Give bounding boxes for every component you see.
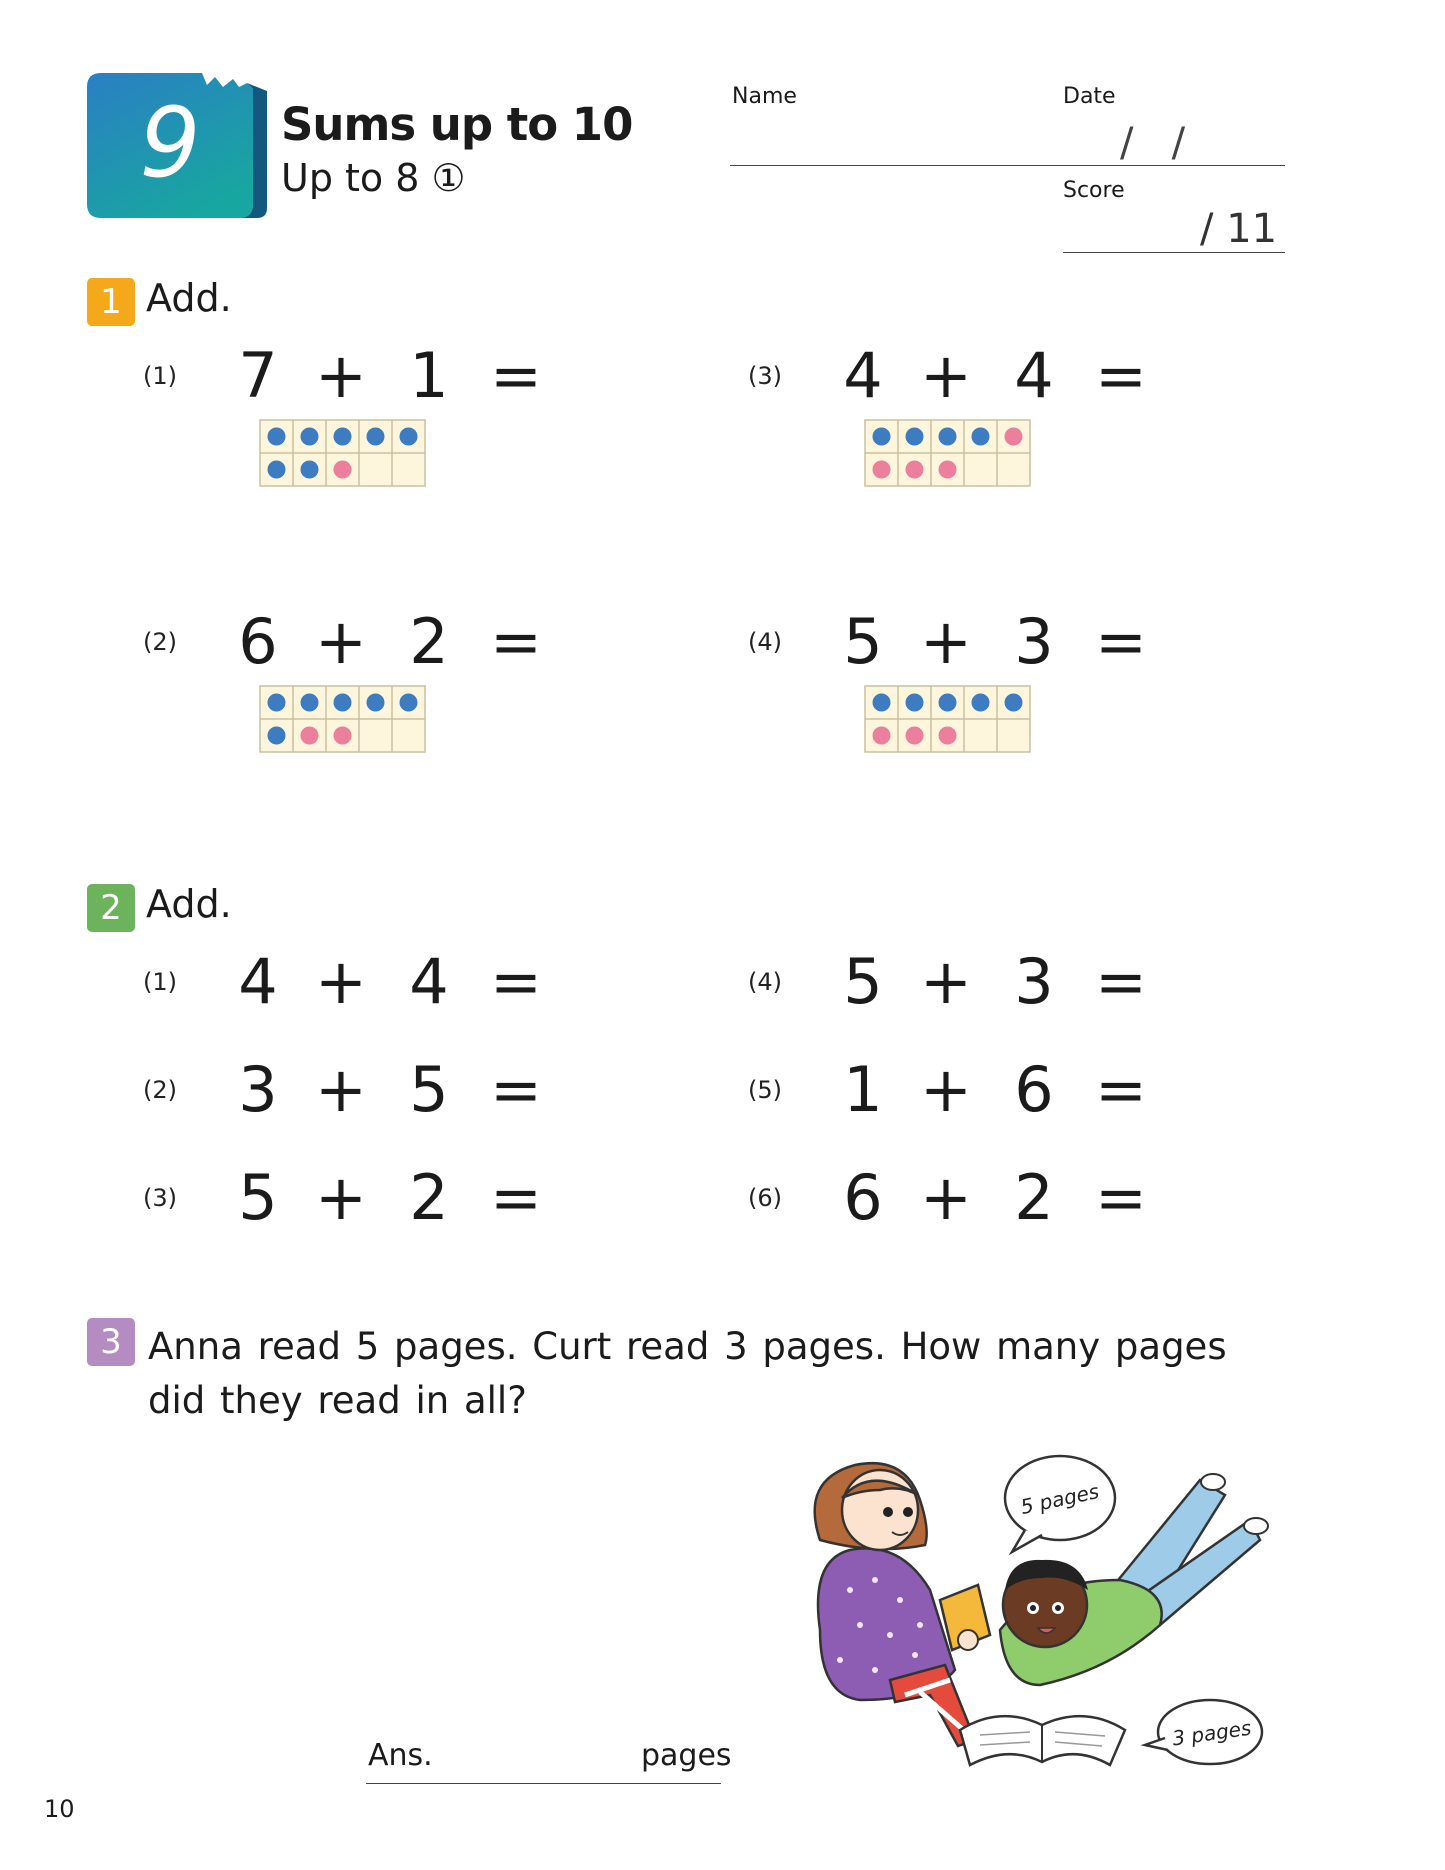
s2-problem-5[interactable] (748, 1050, 1268, 1130)
date-label: Date (1063, 84, 1116, 109)
blue-counter-dot (334, 694, 352, 712)
addend-b: 2 (409, 1161, 449, 1234)
problem-label: (4) (748, 968, 782, 996)
blue-counter-dot (906, 694, 924, 712)
pink-counter-dot (334, 727, 352, 745)
equals-sign: = (1095, 605, 1147, 678)
addend-b: 2 (1014, 1161, 1054, 1234)
plus-sign: + (315, 339, 367, 412)
section-1-instruction: Add. (146, 276, 232, 320)
name-label: Name (732, 84, 797, 109)
problem-label: (4) (748, 628, 782, 656)
equals-sign: = (1095, 339, 1147, 412)
addend-b: 2 (409, 605, 449, 678)
section-2-instruction: Add. (146, 882, 232, 926)
blue-counter-dot (367, 694, 385, 712)
plus-sign: + (315, 1053, 367, 1126)
pink-counter-dot (1005, 428, 1023, 446)
plus-sign: + (315, 1161, 367, 1234)
problem-label: (2) (143, 628, 177, 656)
score-line[interactable] (1063, 252, 1285, 253)
equals-sign: = (490, 339, 542, 412)
addend-a: 5 (843, 605, 883, 678)
blue-counter-dot (400, 694, 418, 712)
pink-counter-dot (334, 461, 352, 479)
section-2-badge: 2 (87, 884, 135, 932)
reading-children-illustration (780, 1440, 1300, 1770)
plus-sign: + (920, 339, 972, 412)
s2-problem-3[interactable] (143, 1158, 663, 1238)
answer-label: Ans. (368, 1738, 433, 1773)
name-date-line[interactable] (730, 165, 1285, 166)
equals-sign: = (490, 1161, 542, 1234)
ten-frame-4 (864, 685, 1034, 753)
problem-label: (3) (748, 362, 782, 390)
blue-counter-dot (400, 428, 418, 446)
answer-unit: pages (641, 1738, 732, 1773)
addend-a: 3 (238, 1053, 278, 1126)
score-label: Score (1063, 178, 1125, 203)
page-subtitle: Up to 8 ① (281, 156, 466, 200)
s1-problem-2[interactable] (143, 602, 663, 682)
blue-counter-dot (268, 694, 286, 712)
plus-sign: + (920, 1053, 972, 1126)
ten-frame-2 (259, 685, 429, 753)
problem-label: (1) (143, 968, 177, 996)
addend-b: 4 (1014, 339, 1054, 412)
plus-sign: + (315, 605, 367, 678)
ten-frame-1 (259, 419, 429, 487)
addend-a: 6 (843, 1161, 883, 1234)
blue-counter-dot (268, 428, 286, 446)
word-problem-text: Anna read 5 pages. Curt read 3 pages. How many pages did they read in all? (148, 1325, 1227, 1422)
addend-b: 3 (1014, 945, 1054, 1018)
equals-sign: = (490, 605, 542, 678)
addend-b: 3 (1014, 605, 1054, 678)
open-book (960, 1716, 1125, 1765)
addend-a: 4 (238, 945, 278, 1018)
plus-sign: + (920, 945, 972, 1018)
bubble-anna-text: 5 pages (1018, 1479, 1102, 1520)
s1-problem-3[interactable] (748, 336, 1268, 416)
blue-counter-dot (972, 428, 990, 446)
girl-figure (815, 1463, 990, 1746)
addend-a: 7 (238, 339, 278, 412)
s2-problem-2[interactable] (143, 1050, 663, 1130)
lesson-number: 9 (139, 87, 201, 199)
problem-label: (6) (748, 1184, 782, 1212)
s2-problem-4[interactable] (748, 942, 1268, 1022)
problem-label: (5) (748, 1076, 782, 1104)
plus-sign: + (315, 945, 367, 1018)
blue-counter-dot (939, 694, 957, 712)
blue-counter-dot (301, 428, 319, 446)
equals-sign: = (1095, 945, 1147, 1018)
children-reading-image (780, 1440, 1300, 1770)
pink-counter-dot (939, 461, 957, 479)
addend-b: 5 (409, 1053, 449, 1126)
blue-counter-dot (906, 428, 924, 446)
s1-problem-1[interactable] (143, 336, 663, 416)
blue-counter-dot (268, 461, 286, 479)
pink-counter-dot (873, 461, 891, 479)
blue-counter-dot (939, 428, 957, 446)
date-slashes: / / (1120, 120, 1186, 166)
ten-frame-3 (864, 419, 1034, 487)
addend-a: 5 (238, 1161, 278, 1234)
section-1-badge: 1 (87, 278, 135, 326)
problem-label: (1) (143, 362, 177, 390)
bubble-curt-text: 3 pages (1170, 1715, 1253, 1751)
addend-b: 4 (409, 945, 449, 1018)
pink-counter-dot (301, 727, 319, 745)
pink-counter-dot (906, 727, 924, 745)
blue-counter-dot (873, 428, 891, 446)
equals-sign: = (490, 945, 542, 1018)
speech-bubble-curt (1145, 1700, 1262, 1764)
blue-counter-dot (367, 428, 385, 446)
speech-bubble-anna (1005, 1456, 1115, 1552)
blue-counter-dot (301, 694, 319, 712)
blue-counter-dot (972, 694, 990, 712)
blue-counter-dot (873, 694, 891, 712)
score-total: / 11 (1200, 206, 1278, 252)
page-number: 10 (44, 1795, 75, 1823)
equals-sign: = (1095, 1161, 1147, 1234)
addend-b: 6 (1014, 1053, 1054, 1126)
page-title: Sums up to 10 (281, 98, 633, 151)
s1-problem-4[interactable] (748, 602, 1268, 682)
blue-counter-dot (1005, 694, 1023, 712)
blue-counter-dot (301, 461, 319, 479)
equals-sign: = (490, 1053, 542, 1126)
problem-label: (3) (143, 1184, 177, 1212)
plus-sign: + (920, 605, 972, 678)
answer-line[interactable] (366, 1783, 721, 1784)
section-3-badge: 3 (87, 1318, 135, 1366)
addend-a: 6 (238, 605, 278, 678)
addend-a: 4 (843, 339, 883, 412)
lesson-number-badge (87, 73, 267, 218)
pink-counter-dot (906, 461, 924, 479)
blue-counter-dot (334, 428, 352, 446)
s2-problem-1[interactable] (143, 942, 663, 1022)
addend-a: 1 (843, 1053, 883, 1126)
addend-b: 1 (409, 339, 449, 412)
s2-problem-6[interactable] (748, 1158, 1268, 1238)
addend-a: 5 (843, 945, 883, 1018)
problem-label: (2) (143, 1076, 177, 1104)
plus-sign: + (920, 1161, 972, 1234)
blue-counter-dot (268, 727, 286, 745)
pink-counter-dot (939, 727, 957, 745)
equals-sign: = (1095, 1053, 1147, 1126)
pink-counter-dot (873, 727, 891, 745)
